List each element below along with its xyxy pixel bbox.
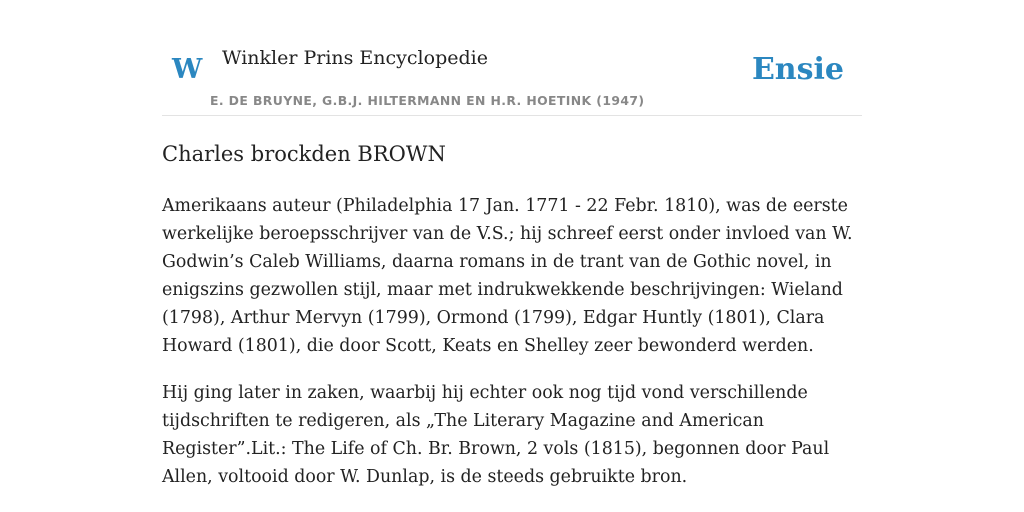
book-title[interactable]: Winkler Prins Encyclopedie [222,47,488,69]
article-paragraph: Hij ging later in zaken, waarbij hij echter ook nog tijd vond verschillende tijdschriften te redigeren, als „The Literary Magazine and American Register”.Lit.: The Life of Ch. Br. Brown, 2 vols (1815), begonnen door Paul Allen, voltooid door W. Dunlap, is de steeds gebruikte bron. [162,383,830,487]
header [162,0,862,116]
article-title: Charles brockden BROWN [162,142,446,166]
article-body [162,192,862,510]
book-authors: E. DE BRUYNE, G.B.J. HILTERMANN EN H.R. HOETINK (1947) [210,93,645,108]
ensie-logo-link[interactable]: Ensie [751,52,844,87]
article-paragraph: Amerikaans auteur (Philadelphia 17 Jan. 1771 - 22 Febr. 1810), was de eerste werkelijke beroepsschrijver van de V.S.; hij schreef eerst onder invloed van W. Godwin’s Caleb Williams, daarna romans in de trant van de Gothic novel, in enigszins gezwollen stijl, maar met indrukwekkende beschrijvingen: Wieland (1798), Arthur Mervyn (1799), Ormond (1799), Edgar Huntly (1801), Clara Howard (1801), die door Scott, Keats en Shelley zeer bewonderd werden. [162,196,853,356]
book-logo-icon[interactable]: W [172,54,203,85]
